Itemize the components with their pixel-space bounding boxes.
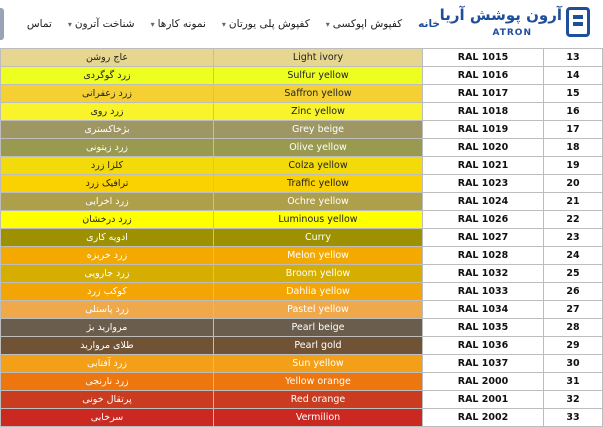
color-name-english-cell: Olive yellow (214, 139, 423, 157)
color-name-english-cell: Yellow orange (214, 373, 423, 391)
table-row (1, 337, 603, 355)
color-name-persian-cell: کلزا زرد (1, 157, 214, 175)
row-number-cell: 21 (544, 193, 603, 211)
color-name-persian-cell: کوکب زرد (1, 283, 214, 301)
ral-code-cell: RAL 1024 (423, 193, 544, 211)
row-number-cell: 30 (544, 355, 603, 373)
color-name-english-cell: Saffron yellow (214, 85, 423, 103)
table-row (1, 49, 603, 67)
row-number-cell: 25 (544, 265, 603, 283)
color-name-english-cell: Zinc yellow (214, 103, 423, 121)
table-row (1, 175, 603, 193)
ral-code-cell: RAL 1020 (423, 139, 544, 157)
ral-code-cell: RAL 1028 (423, 247, 544, 265)
color-name-english-cell: Pastel yellow (214, 301, 423, 319)
color-name-persian-cell: بژخاکستری (1, 121, 214, 139)
color-name-english-cell: Dahlia yellow (214, 283, 423, 301)
color-name-english-cell: Luminous yellow (214, 211, 423, 229)
ral-code-cell: RAL 1015 (423, 49, 544, 67)
table-row (1, 355, 603, 373)
color-name-persian-cell: زرد پاستلی (1, 301, 214, 319)
color-name-english-cell: Grey beige (214, 121, 423, 139)
ral-code-cell: RAL 1027 (423, 229, 544, 247)
table-row (1, 121, 603, 139)
color-name-persian-cell: عاج روشن (1, 49, 214, 67)
table-row (1, 103, 603, 121)
color-name-english-cell: Vermilion (214, 409, 423, 427)
table-row (1, 319, 603, 337)
color-name-english-cell: Sun yellow (214, 355, 423, 373)
nav-item-0[interactable] (418, 18, 440, 30)
ral-color-table (0, 48, 603, 427)
color-name-persian-cell: ترافیک زرد (1, 175, 214, 193)
table-row (1, 265, 603, 283)
color-name-persian-cell: سرخابی (1, 409, 214, 427)
ral-code-cell: RAL 1033 (423, 283, 544, 301)
logo-latin: ATRON (492, 28, 532, 38)
nav-item-label: کفپوش پلی یورتان (228, 18, 310, 30)
color-name-persian-cell: زرد جارویی (1, 265, 214, 283)
table-row (1, 67, 603, 85)
row-number-cell: 19 (544, 157, 603, 175)
table-row (1, 301, 603, 319)
color-name-persian-cell: زرد اخرایی (1, 193, 214, 211)
row-number-cell: 33 (544, 409, 603, 427)
ral-code-cell: RAL 1035 (423, 319, 544, 337)
ral-code-cell: RAL 1023 (423, 175, 544, 193)
table-row (1, 139, 603, 157)
nav-item-label: نمونه کارها (157, 18, 206, 30)
color-name-persian-cell: زرد روی (1, 103, 214, 121)
nav-item-label: خانه (418, 18, 440, 30)
ral-code-cell: RAL 1018 (423, 103, 544, 121)
table-row (1, 211, 603, 229)
color-name-english-cell: Red orange (214, 391, 423, 409)
ral-color-table-container (0, 48, 600, 423)
color-name-persian-cell: زرد خربزه (1, 247, 214, 265)
nav-item-3[interactable] (151, 18, 206, 30)
nav-item-4[interactable] (68, 18, 135, 30)
site-header (0, 0, 600, 49)
ral-code-cell: RAL 2000 (423, 373, 544, 391)
row-number-cell: 28 (544, 319, 603, 337)
row-number-cell: 31 (544, 373, 603, 391)
main-nav (11, 0, 440, 48)
row-number-cell: 15 (544, 85, 603, 103)
row-number-cell: 22 (544, 211, 603, 229)
table-row (1, 85, 603, 103)
color-name-persian-cell: زرد آفتابی (1, 355, 214, 373)
ral-code-cell: RAL 1037 (423, 355, 544, 373)
ral-code-cell: RAL 1016 (423, 67, 544, 85)
nav-item-5[interactable] (27, 18, 52, 30)
color-name-persian-cell: زرد زعفرانی (1, 85, 214, 103)
row-number-cell: 26 (544, 283, 603, 301)
table-row (1, 193, 603, 211)
color-name-english-cell: Pearl beige (214, 319, 423, 337)
ral-code-cell: RAL 1034 (423, 301, 544, 319)
chevron-down-icon: ▾ (150, 19, 155, 29)
nav-item-label: کفپوش اپوکسی (332, 18, 403, 30)
color-name-english-cell: Ochre yellow (214, 193, 423, 211)
color-name-english-cell: Traffic yellow (214, 175, 423, 193)
nav-item-2[interactable] (222, 18, 310, 30)
row-number-cell: 13 (544, 49, 603, 67)
row-number-cell: 27 (544, 301, 603, 319)
row-number-cell: 17 (544, 121, 603, 139)
ral-code-cell: RAL 1019 (423, 121, 544, 139)
table-row (1, 283, 603, 301)
atron-logo-icon (566, 7, 590, 37)
color-name-english-cell: Sulfur yellow (214, 67, 423, 85)
table-row (1, 409, 603, 427)
color-name-english-cell: Light ivory (214, 49, 423, 67)
row-number-cell: 16 (544, 103, 603, 121)
color-name-persian-cell: مروارید بژ (1, 319, 214, 337)
table-row (1, 247, 603, 265)
color-name-english-cell: Colza yellow (214, 157, 423, 175)
chevron-down-icon: ▾ (221, 19, 226, 29)
ral-code-cell: RAL 1026 (423, 211, 544, 229)
color-name-persian-cell: زرد درخشان (1, 211, 214, 229)
row-number-cell: 29 (544, 337, 603, 355)
color-name-english-cell: Pearl gold (214, 337, 423, 355)
chevron-down-icon: ▾ (325, 19, 330, 29)
color-name-english-cell: Broom yellow (214, 265, 423, 283)
nav-item-label: شناخت آترون (74, 18, 135, 30)
ral-code-cell: RAL 2001 (423, 391, 544, 409)
logo-title: آرون پوشش آریا (439, 6, 562, 24)
row-number-cell: 23 (544, 229, 603, 247)
row-number-cell: 18 (544, 139, 603, 157)
color-name-persian-cell: زرد گوگردی (1, 67, 214, 85)
color-name-persian-cell: ادویه کاری (1, 229, 214, 247)
chevron-down-icon: ▾ (67, 19, 72, 29)
table-row (1, 229, 603, 247)
site-logo[interactable] (439, 4, 592, 44)
table-row (1, 373, 603, 391)
ral-code-cell: RAL 1032 (423, 265, 544, 283)
table-row (1, 157, 603, 175)
row-number-cell: 32 (544, 391, 603, 409)
color-name-english-cell: Curry (214, 229, 423, 247)
ral-code-cell: RAL 1036 (423, 337, 544, 355)
scroll-edge-tab[interactable] (0, 8, 4, 40)
row-number-cell: 24 (544, 247, 603, 265)
ral-code-cell: RAL 1021 (423, 157, 544, 175)
nav-item-1[interactable] (326, 18, 402, 30)
ral-code-cell: RAL 1017 (423, 85, 544, 103)
color-name-persian-cell: پرتقال خونی (1, 391, 214, 409)
nav-item-label: تماس (26, 18, 52, 30)
ral-code-cell: RAL 2002 (423, 409, 544, 427)
row-number-cell: 20 (544, 175, 603, 193)
color-name-persian-cell: زرد زیتونی (1, 139, 214, 157)
color-name-english-cell: Melon yellow (214, 247, 423, 265)
table-row (1, 391, 603, 409)
row-number-cell: 14 (544, 67, 603, 85)
color-name-persian-cell: طلای مروارید (1, 337, 214, 355)
color-name-persian-cell: زرد نارنجی (1, 373, 214, 391)
